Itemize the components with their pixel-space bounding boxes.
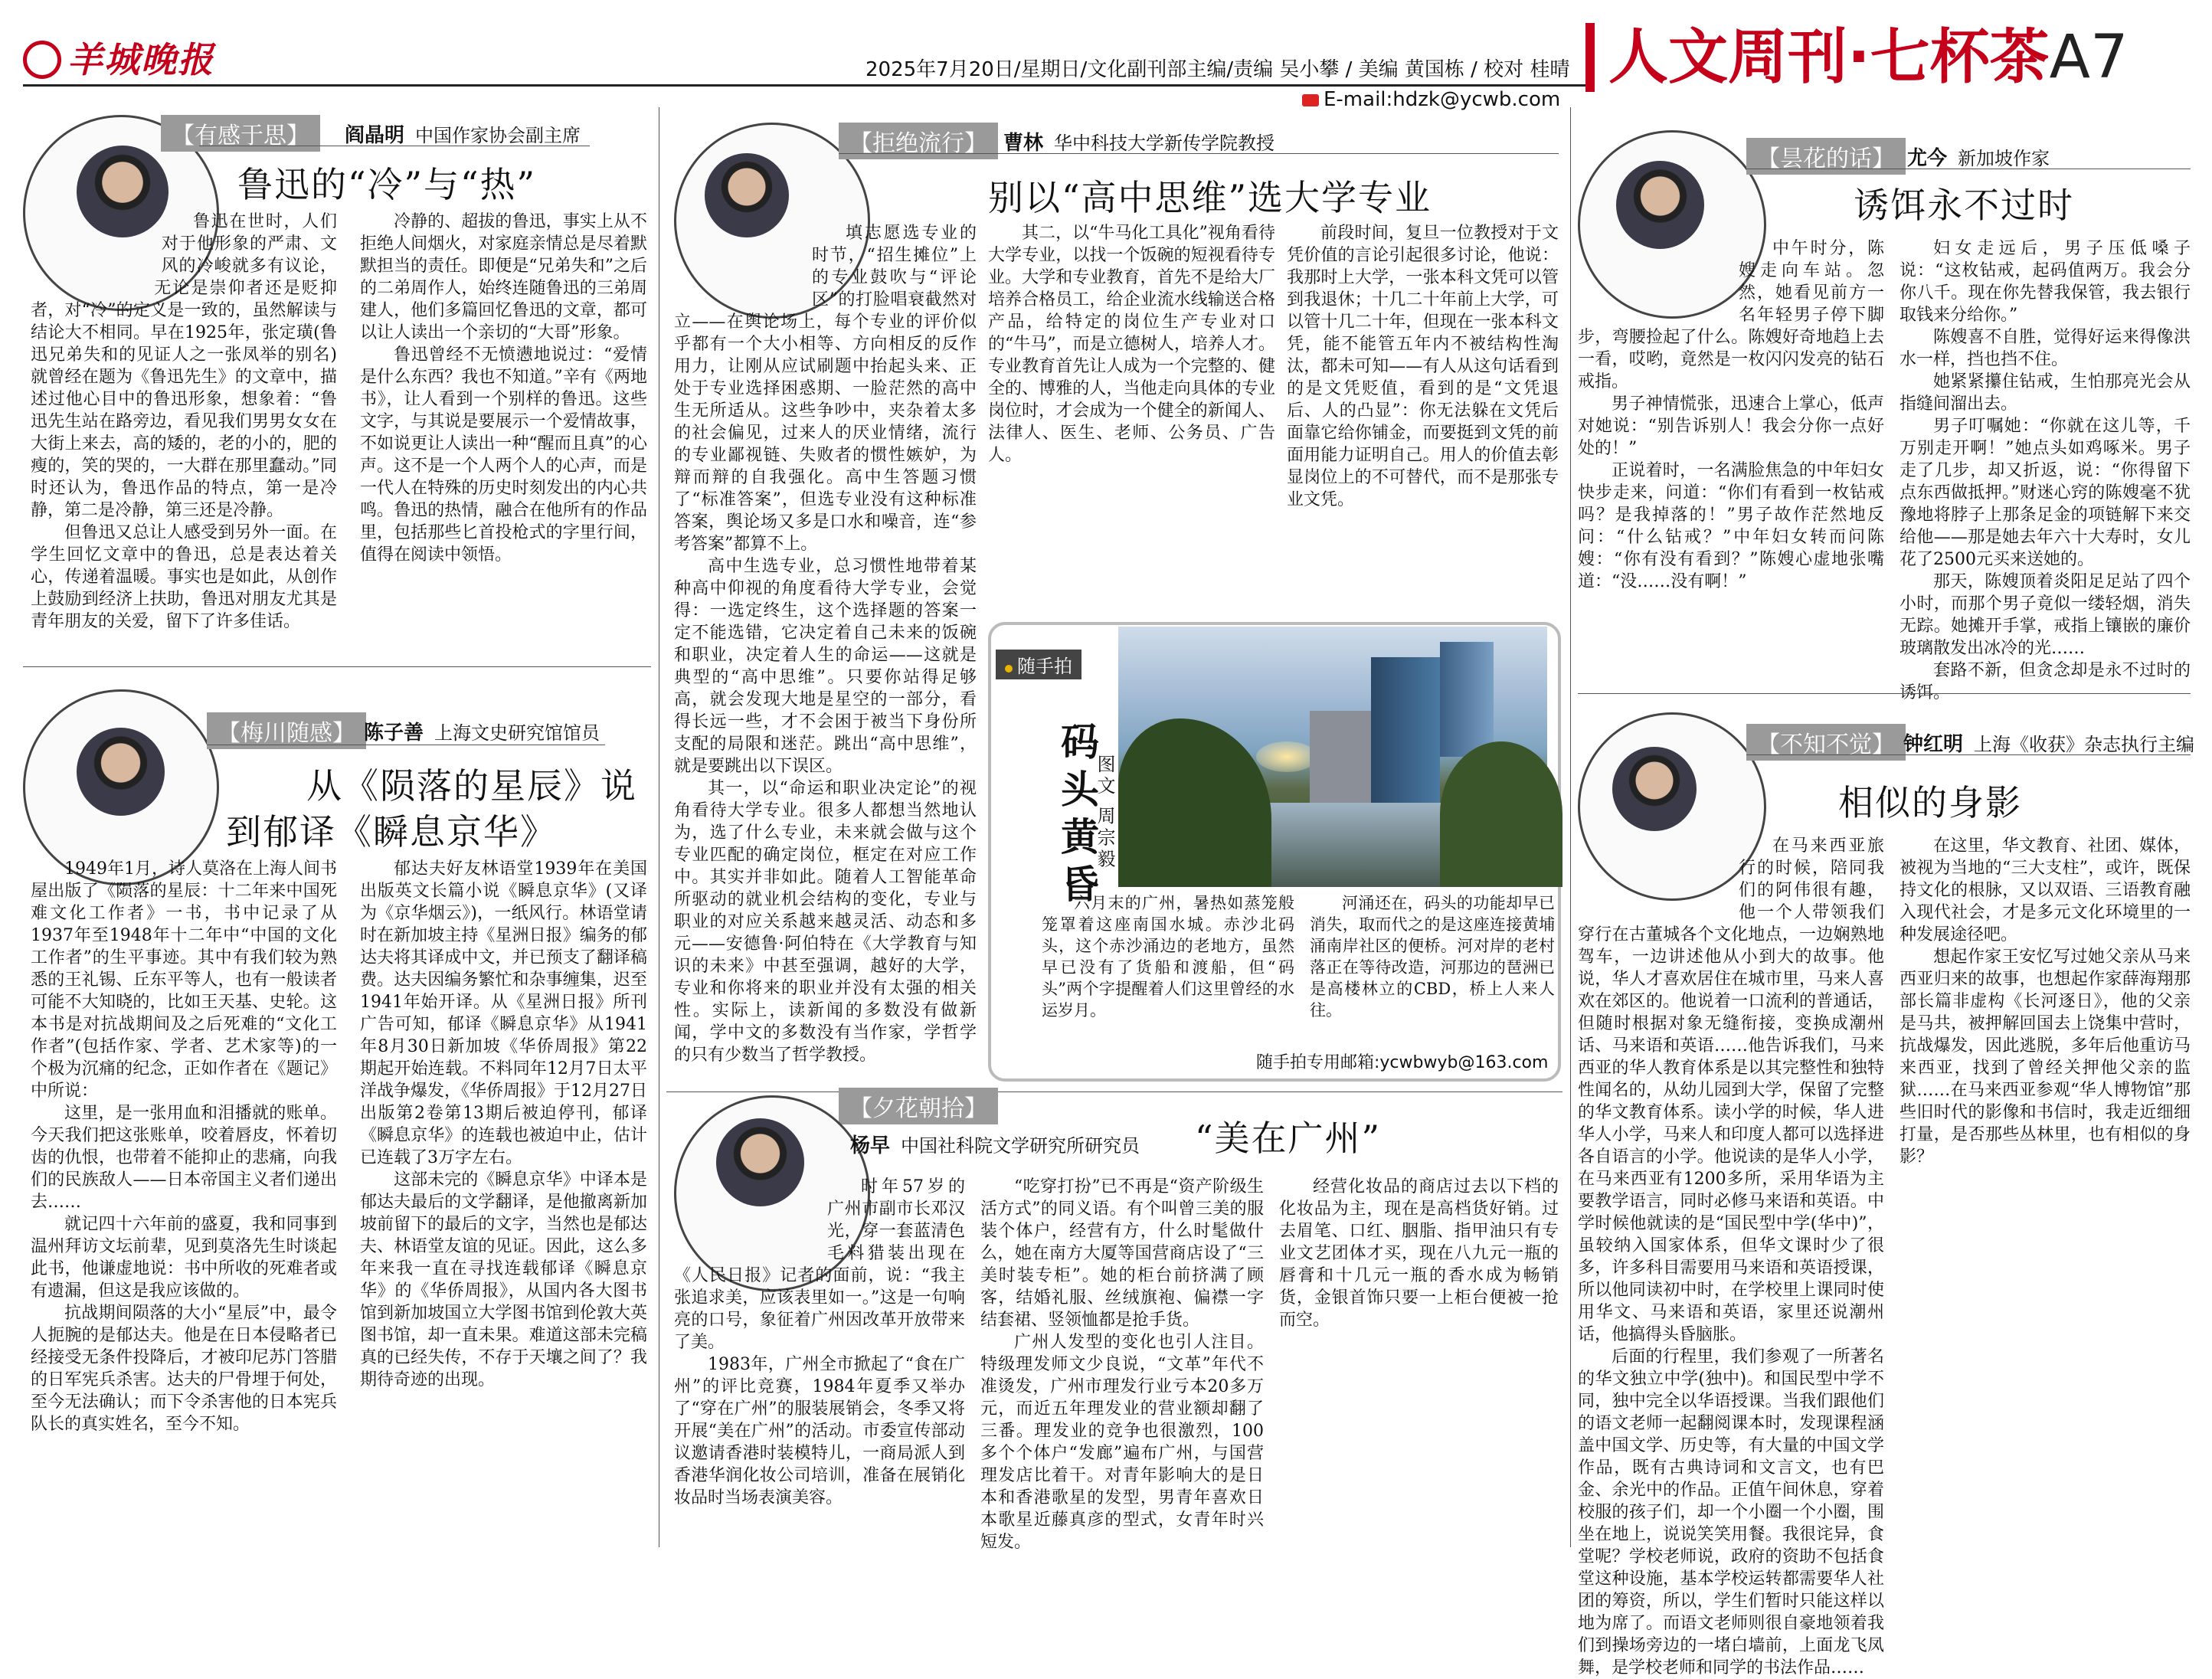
author-name: 曹林 (1003, 132, 1044, 155)
article-body (1900, 237, 2191, 702)
paragraph: 鲁迅曾经不无愤懑地说过：“爱情是什么东西？我也不知道。”辛有《两地书》，让人看到一个别样的鲁迅。这些文字，与其说是要展示一个爱情故事，不如说更让人读出一种“醒而且真”的心声。这不是一个人两个人的心声，而是一代人在特殊的历史时刻发出的内心共鸣。鲁迅的热情，融合在他所有的作品里，包括那些匕首投枪式的字里行间，值得在阅读中领悟。 (360, 345, 647, 565)
author-title: 中国社科院文学研究所研究员 (901, 1135, 1140, 1157)
dateline: 2025年7月20日/星期日/文化副刊部主编/责编 吴小攀 / 美编 黄国栋 / 校对 桂晴 (865, 58, 1570, 81)
author-byline (1903, 728, 2194, 757)
article-body (988, 222, 1275, 605)
tree-shape (1118, 718, 1271, 887)
author-title: 上海《收获》杂志执行主编 (1974, 734, 2195, 755)
headline: 相似的身影 (1838, 782, 2022, 823)
photo-title: 码头黄昏 (1055, 722, 1100, 912)
headline: 诱饵永不过时 (1854, 185, 2074, 226)
paragraph: 1983年，广州全市掀起了“食在广州”的评比竞赛，1984年夏季又举办了“穿在广州”的服装展销会，冬季又将开展“美在广州”的活动。市委宣传部动议邀请香港时装模特儿，一商局派人到香港华润化妆公司培训，准备在展销化妆品时当场表演美容。 (674, 1355, 965, 1507)
paragraph: 那天，陈嫂顶着炎阳足足站了四个小时，而那个男子竟似一缕轻烟，消失无踪。她摊开手掌，戒指上镶嵌的廉价玻璃散发出冰冷的光…… (1900, 572, 2191, 658)
photo-caption (1310, 892, 1555, 1021)
paragraph: 时年57岁的广州市副市长邓汉光，穿一套蓝清色毛料猎装出现在《人民日报》记者的面前，说：“我主张追求美，应该表里如一。”这是一句响亮的口号，象征着广州因改革开放带来了美。 (674, 1177, 965, 1352)
author-title: 中国作家协会副主席 (415, 125, 581, 146)
author-title: 华中科技大学新传学院教授 (1054, 133, 1275, 154)
paragraph: 套路不新，但贪念却是永不过时的诱饵。 (1900, 661, 2191, 702)
article-body (1287, 222, 1559, 605)
author-byline (345, 119, 581, 148)
article-body (31, 858, 337, 1547)
byline-rule (839, 153, 1559, 154)
photo-email[interactable]: 随手拍专用邮箱:ycwbwyb@163.com (1256, 1053, 1549, 1072)
author-name: 阎晶明 (345, 124, 405, 147)
tree-shape (1440, 741, 1562, 887)
article-body (674, 222, 977, 1065)
page-number: A7 (2049, 23, 2129, 92)
paragraph: 经营化妆品的商店过去以下档的化妆品为主，现在是高档货好销。过去眉笔、口红、胭脂、指甲油只有专业文艺团体才买，现在八九元一瓶的唇膏和十几元一瓶的香水成为畅销货，金银首饰只要一上柜台便被一抢而空。 (1279, 1177, 1559, 1330)
paragraph: 鲁迅在世时，人们对于他形象的严肃、文风的冷峻就多有议论，无论是崇仰者还是贬抑者，对“冷”的定义是一致的，虽然解读与结论大不相同。早在1925年，张定璜(鲁迅兄弟失和的见证人之一张凤举的别名)就曾经在题为《鲁迅先生》的文章中，描述过他心目中的鲁迅形象，想象着：“鲁迅先生站在路旁边，看见我们男男女女在大街上来去，高的矮的，老的小的，肥的瘦的，笑的哭的，一大群在那里蠢动。”同时还认为，鲁迅作品的特点，第一是冷静，第二是冷静，第三还是冷静。 (31, 212, 337, 520)
dot-icon (1005, 665, 1013, 673)
paragraph: 男子神情慌张，迅速合上掌心，低声对她说：“别告诉别人！我会分你一点好处的！” (1578, 394, 1884, 458)
author-name: 尤今 (1907, 147, 1948, 170)
column-tag: 【有感于思】 (161, 115, 320, 152)
paragraph: 正说着时，一名满脸焦急的中年妇女快步走来，问道：“你们有看到一枚钻戒吗？是我掉落的！”男子故作茫然地反问：“什么钻戒？”中年妇女转而问陈嫂：“你有没有看到？”陈嫂心虚地张嘴道：“没……没有啊！” (1578, 461, 1884, 591)
article-body (360, 211, 647, 655)
author-byline (850, 1130, 1140, 1158)
column-tag: 【拒绝流行】 (839, 123, 998, 159)
paragraph: 中午时分，陈嫂走向车站。忽然，她看见前方一名年轻男子停下脚步，弯腰捡起了什么。陈嫂好奇地趋上去一看，哎哟，竟然是一枚闪闪发亮的钻石戒指。 (1578, 239, 1884, 391)
column-tag: 【梅川随感】 (207, 712, 366, 749)
building-shape (1440, 642, 1494, 757)
section-title (1585, 23, 2129, 92)
headline: 鲁迅的“冷”与“热” (237, 164, 537, 205)
article-body (1578, 237, 1884, 682)
article-body (1900, 835, 2191, 1547)
author-avatar (77, 728, 165, 816)
paragraph: 在这里，华文教育、社团、媒体，被视为当地的“三大支柱”，或许，既保持文化的根脉，又以双语、三语教育融入现代社会，才是多元文化环境里的一种发展途径吧。 (1900, 836, 2191, 944)
article-body (980, 1176, 1264, 1551)
caption-paragraph: 六月末的广州，暑热如蒸笼般笼罩着这座南国水城。赤沙北码头，这个赤沙涌边的老地方，虽然早已没有了货船和渡船，但“码头”两个字提醒着人们这里曾经的水运岁月。 (1042, 894, 1294, 1020)
paragraph: 冷静的、超拔的鲁迅，事实上从不拒绝人间烟火，对家庭亲情总是尽着默默担当的责任。即便是“兄弟失和”之后的二弟周作人，始终连随鲁迅的三弟周建人，他们多篇回忆鲁迅的文章，都可以让人读出一个亲切的“大哥”形象。 (360, 212, 647, 342)
paragraph: 妇女走远后，男子压低嗓子说：“这枚钻戒，起码值两万。我会分你八千。现在你先替我保管，我去银行取钱来分给你。” (1900, 239, 2191, 325)
masthead-logo (23, 32, 214, 83)
article-body (1578, 835, 1884, 1677)
paragraph: 男子叮嘱她：“你就在这儿等，千万别走开啊！”她点头如鸡啄米。男子走了几步，却又折返，说：“你得留下点东西做抵押。”财迷心窍的陈嫂毫不犹豫地将脖子上那条足金的项链解下来交给他——那是她去年六十大寿时，女儿花了2500元买来送她的。 (1900, 417, 2191, 569)
author-byline (364, 717, 600, 745)
paragraph: 填志愿选专业的时节，“招生摊位”上的专业鼓吹与“评论区”的打脸唱衰截然对立——在舆论场上，每个专业的评价似乎都有一个大小相等、方向相反的反作用力，让刚从应试刷题中抬起头来、正处于专业选择困惑期、一脸茫然的高中生无所适从。这些争吵中，夹杂着太多的社会偏见，过来人的厌业情绪，流行的专业鄙视链、失败者的惯性嫉妒，为辩而辩的自我强化。高中生答题习惯了“标准答案”，但选专业没有这种标准答案，舆论场又多是口水和噪音，连“参考答案”都算不上。 (674, 224, 977, 554)
mail-icon (1302, 94, 1319, 106)
section-divider (23, 666, 651, 667)
paragraph: 其一，以“命运和职业决定论”的视角看待大学专业。很多人都想当然地认为，选了什么专业，未来就会做与这个专业匹配的确定岗位，框定在对应工作中。其实并非如此。随着人工智能革命所驱动的就业机会结构的变化，专业与职业的对应关系越来越灵活、动态和多元——安德鲁·阿伯特在《大学教育与知识的未来》中甚至强调，越好的大学，专业和你将来的职业并没有太强的相关性。实际上，读新闻的多数没有做新闻，学中文的多数没有当作家，学哲学的只有少数当了哲学教授。 (674, 779, 977, 1065)
email-line (1302, 88, 1560, 111)
author-avatar (1612, 747, 1697, 831)
paragraph: 但鲁迅又总让人感受到另外一面。在学生回忆文章中的鲁迅，总是表达着关心，传递着温暖。事实也是如此，从创作上鼓励到经济上扶助，鲁迅对朋友尤其是青年朋友的关爱，留下了许多佳话。 (31, 523, 337, 631)
author-name: 杨早 (850, 1134, 891, 1157)
paragraph: 陈嫂喜不自胜，觉得好运来得像洪水一样，挡也挡不住。 (1900, 328, 2191, 369)
headline: 别以“高中思维”选大学专业 (988, 177, 1432, 218)
byline-rule (1746, 754, 2191, 755)
ram-emblem-icon (23, 41, 61, 79)
column-divider (1570, 107, 1571, 1547)
sun-glow (1256, 741, 1317, 772)
paragraph: 这部未完的《瞬息京华》中译本是郁达夫最后的文学翻译，是他撤离新加坡前留下的最后的文字，当然也是郁达夫、林语堂友谊的见证。因此，这么多年来我一直在寻找连载郁译《瞬息京华》的《华侨周报》，从国内各大图书馆到新加坡国立大学图书馆到伦敦大英图书馆，却一直未果。难道这部未完稿真的已经失传，不存于天壤之间了？我期待奇迹的出现。 (360, 1170, 647, 1389)
photo-column-tag (996, 650, 1081, 679)
paragraph: “吃穿打扮”已不再是“资产阶级生活方式”的同义语。有个叫曾三美的服装个体户，经营有方，什么时髦做什么，她在南方大厦等国营商店设了“三美时装专柜”。她的柜台前挤满了顾客，结婚礼服、丝绒旗袍、偏襟一字结套裙、竖领恤都是抢手货。 (980, 1177, 1264, 1330)
photo-credit: 图文 周宗毅 (1094, 754, 1115, 871)
section-name: 人文周刊·七杯茶 (1608, 23, 2050, 92)
photo-caption (1042, 892, 1294, 1021)
author-title: 新加坡作家 (1958, 148, 2050, 169)
building-shape (1371, 657, 1440, 803)
paragraph: 这里，是一张用血和泪播就的账单。今天我们把这张账单，咬着唇皮，怀着切齿的仇恨，也带着不能抑止的悲痛，向我们的民族敌人——日本帝国主义者们递出去…… (31, 1104, 337, 1212)
paragraph: 在马来西亚旅行的时候，陪同我们的阿伟很有趣，他一个人带领我们穿行在古董城各个文化地点，一边娴熟地驾车，一边讲述他从小到大的故事。他说，华人才喜欢居住在城市里，马来人喜欢在郊区的。他说着一口流利的普通话，但随时根据对象无缝衔接，变换成潮州话、马来语和英语……他告诉我们，马来西亚的华人教育体系是以其完整性和独特性闻名的，从幼儿园到大学，保留了完整的华文教育体系。读小学的时候，华人进华人小学，马来人和印度人都可以选择进各自语言的小学。他说读的是华人小学，在马来西亚有1200多所，采用华语为主要教学语言，同时必修马来语和英语。中学时候他就读的是“国民型中学(华中)”，虽较纳入国家体系，但华文课时少了很多，许多科目需要用马来语和英语授课，所以他同读初中时，在学校里上课同时使用华文、马来语和英语，家里还说潮州话，他搞得头昏脑胀。 (1578, 836, 1884, 1344)
article-body (674, 1176, 965, 1551)
caption-paragraph: 河涌还在，码头的功能却早已消失，取而代之的是这座连接黄埔涌南岸社区的便桥。河对岸的老村落正在等待改造，河那边的琶洲已是高楼林立的CBD，桥上人来人往。 (1310, 894, 1555, 1020)
paragraph: 高中生选专业，总习惯性地带着某种高中仰视的角度看待大学专业，会觉得：一选定终生，这个选择题的答案一定不能选错，它决定着自己未来的饭碗和职业，决定着人生的命运——这就是典型的“高中思维”。只要你站得足够高，就会发现大地是星空的一部分，看得长远一些，才不会困于被当下身份所支配的局限和迷茫。跳出“高中思维”，就是要跳出以下误区。 (674, 557, 977, 776)
section-divider (1578, 693, 2191, 694)
column-tag: 【昙花的话】 (1746, 138, 1906, 175)
headline: 从《陨落的星辰》说 (306, 765, 637, 807)
paragraph: 广州人发型的变化也引人注目。特级理发师文少良说，“文革”年代不准烫发，广州市理发行业亏本20多万元，而近五年理发业的营业额却翻了三番。理发业的竞争也很激烈，100多个个体户“发廊”遍布广州，与国营理发店比着干。对青年影响大的是日本和香港歌星的发型，男青年喜欢日本歌星近藤真彦的型式，女青年时兴短发。 (980, 1333, 1264, 1552)
logo-text: 羊城晚报 (67, 39, 214, 80)
paragraph: 其二，以“牛马化工具化”视角看待大学专业，以找一个饭碗的短视看待专业。大学和专业教育，首先不是给大厂培养合格员工，给企业流水线输送合格产品，给特定的岗位生产专业对口的“牛马”，而是立德树人，培养人才。专业教育首先让人成为一个完整的、健全的、博雅的人，当他走向具体的专业岗位时，才会成为一个健全的新闻人、法律人、医生、老师、公务员、广告人。 (988, 224, 1275, 465)
article-body (1279, 1176, 1559, 1551)
author-avatar (1616, 161, 1704, 249)
paragraph: 后面的行程里，我们参观了一所著名的华文独立中学(独中)。和国民型中学不同，独中完全以华语授课。当我们跟他们的语文老师一起翻阅课本时，发现课程涵盖中国文学、历史等，有大量的中国文学作品，既有古典诗词和文言文，也有巴金、余光中的作品。正值午间休息，穿着校服的孩子们，却一个小圈一个小圈，围坐在地上，说说笑笑用餐。我很诧异，食堂呢？学校老师说，政府的资助不包括食堂这种设施，基本学校运转都需要华人社团的筹资，所以，学生们暂时只能这样以地为席了。而语文老师则很自豪地领着我们到操场旁边的一堵白墙前，上面龙飞凤舞，是学校老师和同学的书法作品…… (1578, 1347, 1884, 1677)
paragraph: 1949年1月，诗人莫洛在上海人间书屋出版了《陨落的星辰：十二年来中国死难文化工作者》一书，书中记录了从1937年至1948年十二年中“中国的文化工作者”的生平事迹。其中有我们较为熟悉的王礼锡、丘东平等人，也有一般读者可能不大知晓的，比如王天基、史轮。这本书是对抗战期间及之后死难的“文化工作者”(包括作家、学者、艺术家等)的一个极为沉痛的纪念，正如作者在《题记》中所说： (31, 859, 337, 1101)
email-text[interactable]: E-mail:hdzk@ycwb.com (1324, 88, 1561, 111)
author-title: 上海文史研究馆馆员 (434, 722, 600, 744)
article-body (360, 858, 647, 1547)
paragraph: 郁达夫好友林语堂1939年在美国出版英文长篇小说《瞬息京华》(又译为《京华烟云》)，一纸风行。林语堂请时在新加坡主持《星洲日报》编务的郁达夫将其译成中文，并已预支了翻译稿费。达夫因编务繁忙和杂事缠集，迟至1941年始开译。从《星洲日报》所刊广告可知，郁译《瞬息京华》从1941年8月30日新加坡《华侨周报》第22期起开始连载。不料同年12月7日太平洋战争爆发，《华侨周报》于12月27日出版第2卷第13期后被迫停刊，郁译《瞬息京华》的连载也被迫中止，估计已连载了3万字左右。 (360, 859, 647, 1167)
article-body (31, 211, 337, 655)
author-name: 钟红明 (1903, 733, 1964, 756)
masthead-rule (23, 84, 1593, 87)
column-tag: 【夕花朝拾】 (839, 1088, 998, 1124)
paragraph: 抗战期间陨落的大小“星辰”中，最令人扼腕的是郁达夫。他是在日本侵略者已经接受无条件投降后，才被印尼苏门答腊的日军宪兵杀害。达夫的尸骨埋于何处，至今无法确认；而下令杀害他的日本宪兵队长的真实姓名，至今不知。 (31, 1304, 337, 1434)
author-byline (1003, 127, 1275, 155)
paragraph: 想起作家王安忆写过她父亲从马来西亚归来的故事，也想起作家薛海翔那部长篇非虚构《长河逐日》，他的父亲是马共，被押解回国去上饶集中营时，抗战爆发，因此逃脱，多年后他重访马来西亚，找到了曾经关押他父亲的监狱……在马来西亚参观“华人博物馆”那些旧时代的影像和书信时，我走近细细打量，是否那些丛林里，也有相似的身影？ (1900, 948, 2191, 1167)
author-name: 陈子善 (364, 722, 424, 745)
paragraph: 就记四十六年前的盛夏，我和同事到温州拜访文坛前辈，见到莫洛先生时谈起此书，他谦虚地说：书中所收的死难者或有遗漏，但这是我应该做的。 (31, 1215, 337, 1301)
column-tag: 【不知不觉】 (1746, 724, 1906, 761)
author-byline (1907, 142, 2050, 171)
paragraph: 前段时间，复旦一位教授对于文凭价值的言论引起很多讨论，他说：我那时上大学，一张本科文凭可以管到我退休；十几二十年前上大学，可以管十几二十年，但现在一张本科文凭，能不能管五年内不被结构性淘汰，都未可知——有人从这句话看到的是文凭贬值，看到的是“文凭退后、人的凸显”：你无法躲在文凭后面靠它给你铺金，而要挺到文凭的前面用能力证明自己。用人的价值去彰显岗位上的不可替代，而不是那张专业文凭。 (1287, 224, 1559, 509)
photo-tag-text: 随手拍 (1017, 656, 1072, 677)
photo-image (1118, 627, 1547, 887)
building-shape (1310, 711, 1371, 803)
headline: “美在广州” (1195, 1118, 1382, 1159)
headline: 到郁译《瞬息京华》 (226, 811, 557, 853)
paragraph: 她紧紧攥住钻戒，生怕那亮光会从指缝间溜出去。 (1900, 372, 2191, 414)
